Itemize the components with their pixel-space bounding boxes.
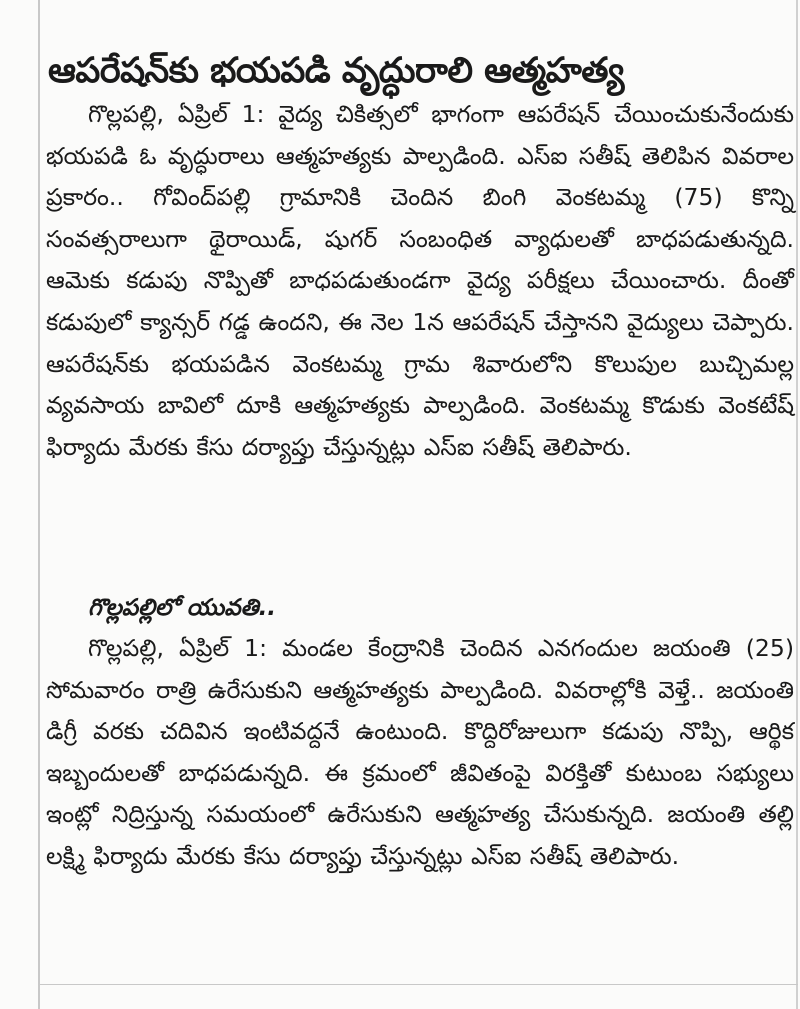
article-headline: ఆపరేషన్‌కు భయపడి వృద్ధురాలి ఆత్మహత్య [48, 51, 624, 92]
second-article-body: గొల్లపల్లి, ఏప్రిల్ 1: మండల కేంద్రానికి చెందిన ఎనగందుల జయంతి (25) సోమవారం రాత్రి ఉరేసుకుని ఆత్మహత్యకు పాల్పడింది. వివరాల్లోకి వెళ్తే.. జయంతి డిగ్రీ వరకు చదివిన ఇంటివద్దనే ఉంటుంది. కొద్దిరోజులుగా కడుపు నొప్పి, ఆర్థిక ఇబ్బందులతో బాధపడున్నది. ఈ క్రమంలో జీవితంపై విరక్తితో కుటుంబ సభ్యులు ఇంట్లో నిద్రిస్తున్న సమయంలో ఉరేసుకుని ఆత్మహత్య చేసుకున్నది. జయంతి తల్లి లక్ష్మి ఫిర్యాదు మేరకు కేసు దర్యాప్తు చేస్తున్నట్లు ఎస్ఐ సతీష్ తెలిపారు. [46, 634, 794, 870]
bottom-rule [38, 984, 798, 985]
column-rule-right [796, 0, 798, 1009]
second-article-subhead: గొల్లపల్లిలో యువతి.. [88, 595, 277, 621]
article-body: గొల్లపల్లి, ఏప్రిల్ 1: వైద్య చికిత్సలో భాగంగా ఆపరేషన్ చేయించుకునేందుకు భయపడి ఓ వృద్ధురాలు ఆత్మహత్యకు పాల్పడింది. ఎస్ఐ సతీష్ తెలిపిన వివరాల ప్రకారం.. గోవింద్‌పల్లి గ్రామానికి చెందిన బింగి వెంకటమ్మ (75) కొన్ని సంవత్సరాలుగా థైరాయిడ్, షుగర్ సంబంధిత వ్యాధులతో బాధపడుతున్నది. ఆమెకు కడుపు నొప్పితో బాధపడుతుండగా వైద్య పరీక్షలు చేయించారు. దీంతో కడుపులో క్యాన్సర్ గడ్డ ఉందని, ఈ నెల 1న ఆపరేషన్ చేస్తానని వైద్యులు చెప్పారు. ఆపరేషన్‌కు భయపడిన వెంకటమ్మ గ్రామ శివారులోని కొలుపుల బుచ్చిమల్ల వ్యవసాయ బావిలో దూకి ఆత్మహత్యకు పాల్పడింది. వెంకటమ్మ కొడుకు వెంకటేష్ ఫిర్యాదు మేరకు కేసు దర్యాప్తు చేస్తున్నట్లు ఎస్ఐ సతీష్ తెలిపారు. [46, 100, 794, 461]
column-rule-left [38, 0, 40, 1009]
